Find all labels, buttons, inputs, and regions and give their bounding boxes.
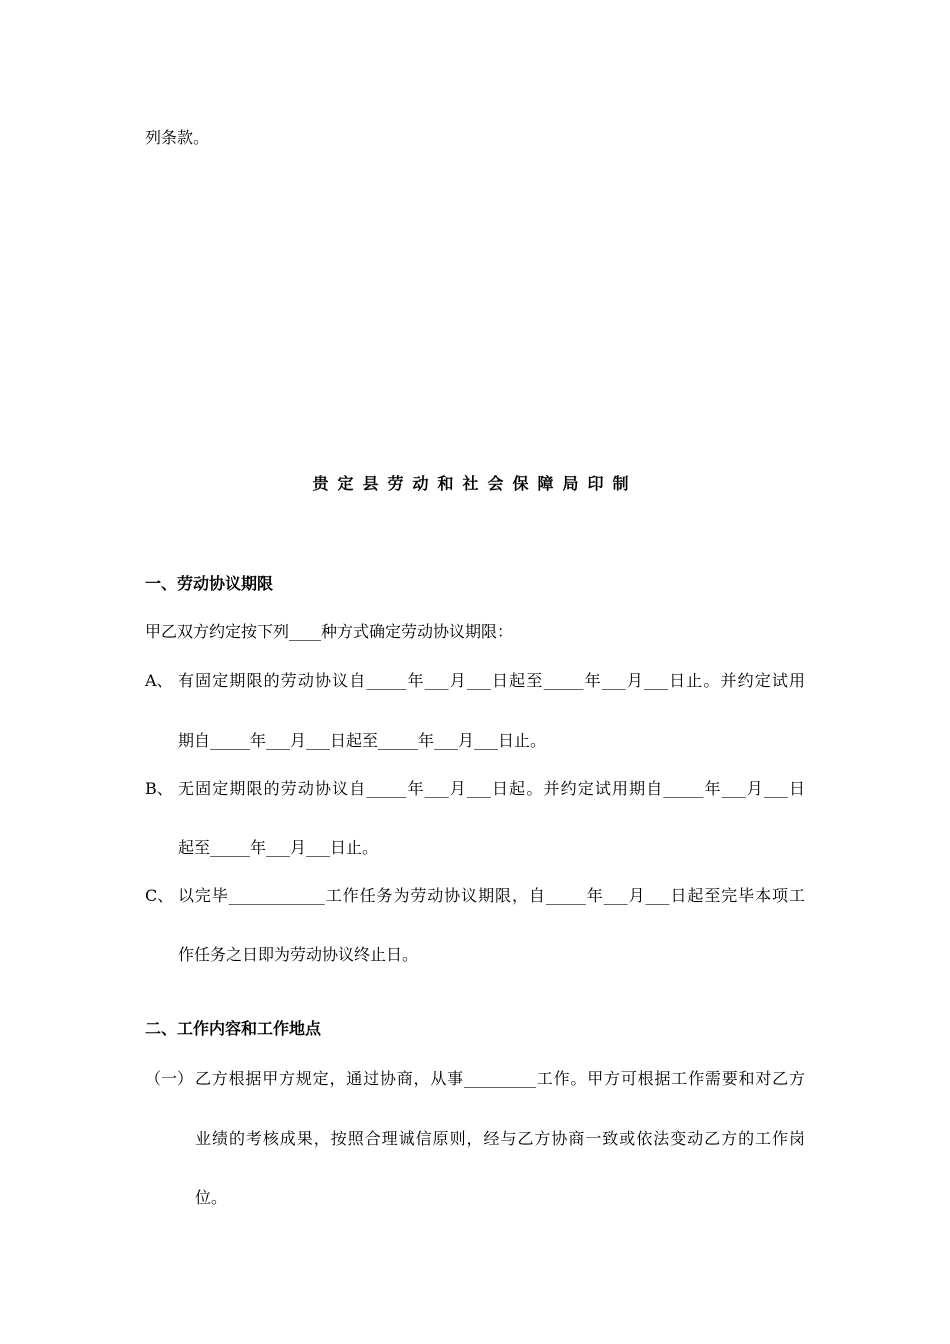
item-c-line1: 以完毕____________工作任务为劳动协议期限，自_____年___月___日起至完毕本项工	[178, 886, 805, 905]
item-marker-c: C、	[145, 886, 174, 905]
item-1-line3: 位。	[195, 1188, 228, 1207]
item-b-line1: 无固定期限的劳动协议自_____年___月___日起。并约定试用期自_____年___月___日	[178, 779, 805, 798]
item-b-line2: 起至_____年___月___日止。	[178, 838, 379, 857]
item-marker-a: A、	[145, 671, 173, 690]
item-a-line2: 期自_____年___月___日起至_____年___月___日止。	[178, 731, 547, 750]
section-heading-term: 一、劳动协议期限	[145, 574, 274, 593]
item-marker-b: B、	[145, 779, 173, 798]
issuer-line: 贵定县劳动和社会保障局印制	[312, 474, 638, 493]
item-marker-1: （一）	[145, 1069, 194, 1088]
item-1-line1: 乙方根据甲方规定，通过协商，从事_________工作。甲方可根据工作需要和对乙方	[195, 1069, 805, 1088]
term-intro: 甲乙双方约定按下列____种方式确定劳动协议期限：	[145, 622, 514, 641]
section-heading-work: 二、工作内容和工作地点	[145, 1019, 322, 1038]
carryover-text: 列条款。	[145, 128, 210, 147]
item-a-line1: 有固定期限的劳动协议自_____年___月___日起至_____年___月___日止。并约定试用	[178, 671, 805, 690]
item-c-line2: 作任务之日即为劳动协议终止日。	[178, 945, 419, 964]
item-1-line2: 业绩的考核成果，按照合理诚信原则，经与乙方协商一致或依法变动乙方的工作岗	[195, 1129, 805, 1148]
